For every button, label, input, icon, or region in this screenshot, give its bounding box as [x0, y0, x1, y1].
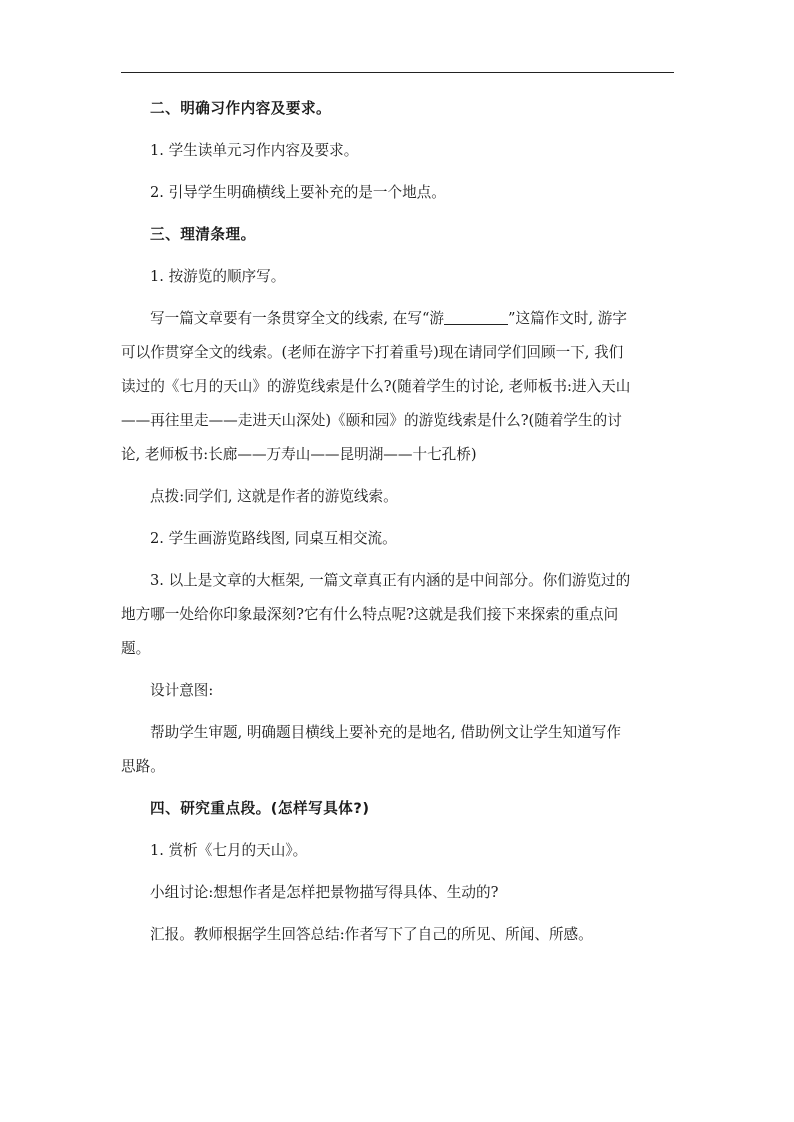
section-2-heading: 二、明确习作内容及要求。	[150, 100, 332, 117]
section-3-item-2: 2. 学生画游览路线图, 同桌互相交流。	[150, 530, 397, 547]
paragraph-line: 地方哪一处给你印象最深刻?它有什么特点呢?这就是我们接下来探索的重点问	[121, 606, 619, 623]
fill-in-blank	[444, 308, 508, 325]
section-3-tip: 点拨:同学们, 这就是作者的游览线索。	[150, 488, 398, 505]
paragraph-line: 论, 老师板书:长廊——万寿山——昆明湖——十七孔桥)	[121, 446, 477, 463]
section-4-item-1: 1. 赏析《七月的天山》。	[150, 842, 308, 859]
paragraph-line: 题。	[121, 640, 151, 657]
section-4-heading: 四、研究重点段。(怎样写具体?)	[150, 800, 370, 817]
design-intent-text	[121, 716, 677, 784]
section-4-report: 汇报。教师根据学生回答总结:作者写下了自己的所见、所闻、所感。	[150, 926, 593, 943]
section-3-item-3	[121, 564, 677, 666]
paragraph-line: 帮助学生审题, 明确题目横线上要补充的是地名, 借助例文让学生知道写作	[150, 724, 621, 741]
paragraph-line: 思路。	[121, 758, 165, 775]
header-rule	[121, 72, 674, 73]
paragraph-line: ——再往里走——走进天山深处)《颐和园》的游览线索是什么?(随着学生的讨	[121, 412, 622, 429]
design-intent-label: 设计意图:	[150, 682, 214, 699]
paragraph-line: 读过的《七月的天山》的游览线索是什么?(随着学生的讨论, 老师板书:进入天山	[121, 378, 631, 395]
paragraph-line: 写一篇文章要有一条贯穿全文的线索, 在写“游 ”这篇作文时, 游字	[150, 310, 627, 327]
section-2-item-2: 2. 引导学生明确横线上要补充的是一个地点。	[150, 184, 446, 201]
section-3-heading: 三、理清条理。	[150, 226, 256, 243]
paragraph-line: 可以作贯穿全文的线索。(老师在游字下打着重号)现在请同学们回顾一下, 我们	[121, 344, 624, 361]
section-4-discussion: 小组讨论:想想作者是怎样把景物描写得具体、生动的?	[150, 884, 499, 901]
paragraph-line: 3. 以上是文章的大框架, 一篇文章真正有内涵的是中间部分。你们游览过的	[150, 572, 631, 589]
section-3-paragraph	[121, 302, 677, 472]
section-3-item-1: 1. 按游览的顺序写。	[150, 268, 286, 285]
document-body	[121, 92, 677, 952]
section-2-item-1: 1. 学生读单元习作内容及要求。	[150, 142, 359, 159]
